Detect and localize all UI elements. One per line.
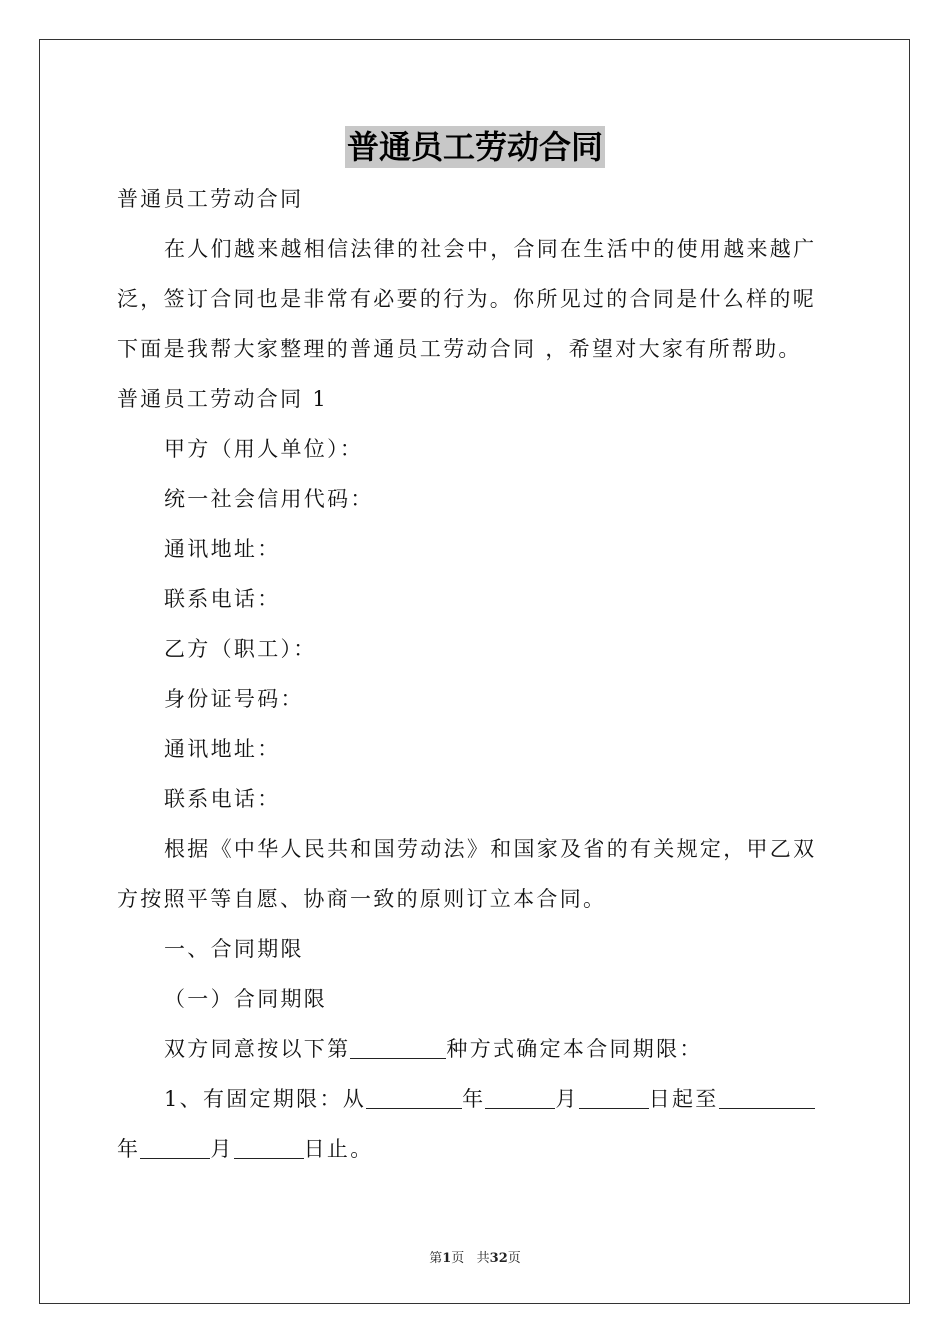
start-day-blank[interactable] (579, 1086, 649, 1109)
party-a-credit-code: 统一社会信用代码： (164, 487, 374, 511)
party-b-label: 乙方（职工）： (164, 637, 317, 661)
document-title: 普通员工劳动合同 (346, 128, 603, 166)
clause-heading: 一、合同期限 (164, 937, 304, 961)
page-suffix: 页 (507, 1251, 521, 1266)
end-day-label: 日止。 (303, 1137, 374, 1161)
page-footer (0, 1247, 950, 1266)
term-method-suffix: 种方式确定本合同期限： (446, 1037, 703, 1061)
subtitle: 普通员工劳动合同 (117, 187, 304, 211)
clause-sub-heading: （一）合同期限 (164, 987, 328, 1011)
document-body (117, 174, 835, 1174)
intro-line-1: 在人们越来越相信法律的社会中，合同在生活中的使用越来越广 (164, 237, 817, 261)
party-a-label: 甲方（用人单位）： (164, 437, 364, 461)
party-a-phone: 联系电话： (164, 587, 281, 611)
start-month-label: 月 (555, 1087, 579, 1111)
end-year-blank[interactable] (719, 1086, 815, 1109)
term-method-blank[interactable] (350, 1036, 446, 1059)
page-current: 1 (442, 1251, 452, 1266)
end-month-label: 月 (210, 1137, 234, 1161)
end-day-blank[interactable] (234, 1136, 304, 1159)
start-month-blank[interactable] (485, 1086, 555, 1109)
start-year-label: 年 (462, 1087, 486, 1111)
term-method-prefix: 双方同意按以下第 (164, 1037, 351, 1061)
end-month-blank[interactable] (140, 1136, 210, 1159)
intro-line-3: 下面是我帮大家整理的普通员工劳动合同 ，希望对大家有所帮助。 (117, 337, 802, 361)
fixed-term-prefix: 1、有固定期限：从 (164, 1087, 367, 1111)
page-prefix: 第 (429, 1251, 443, 1266)
party-b-address: 通讯地址： (164, 737, 281, 761)
start-day-label: 日起至 (648, 1087, 719, 1111)
section-heading: 普通员工劳动合同 1 (117, 387, 329, 411)
fixed-term-end-line (117, 1124, 835, 1174)
party-b-id-number: 身份证号码： (164, 687, 304, 711)
end-year-label: 年 (117, 1137, 141, 1161)
intro-line-2: 泛，签订合同也是非常有必要的行为。你所见过的合同是什么样的呢 (117, 287, 816, 311)
start-year-blank[interactable] (366, 1086, 462, 1109)
fixed-term-line (117, 1074, 835, 1124)
party-a-address: 通讯地址： (164, 537, 281, 561)
page-mid: 页 共 (451, 1251, 490, 1266)
party-b-phone: 联系电话： (164, 787, 281, 811)
basis-line-1: 根据《中华人民共和国劳动法》和国家及省的有关规定，甲乙双 (164, 837, 817, 861)
title-wrap (0, 126, 950, 168)
basis-line-2: 方按照平等自愿、协商一致的原则订立本合同。 (117, 887, 607, 911)
page-total: 32 (489, 1251, 508, 1266)
term-method-line (117, 1024, 835, 1074)
